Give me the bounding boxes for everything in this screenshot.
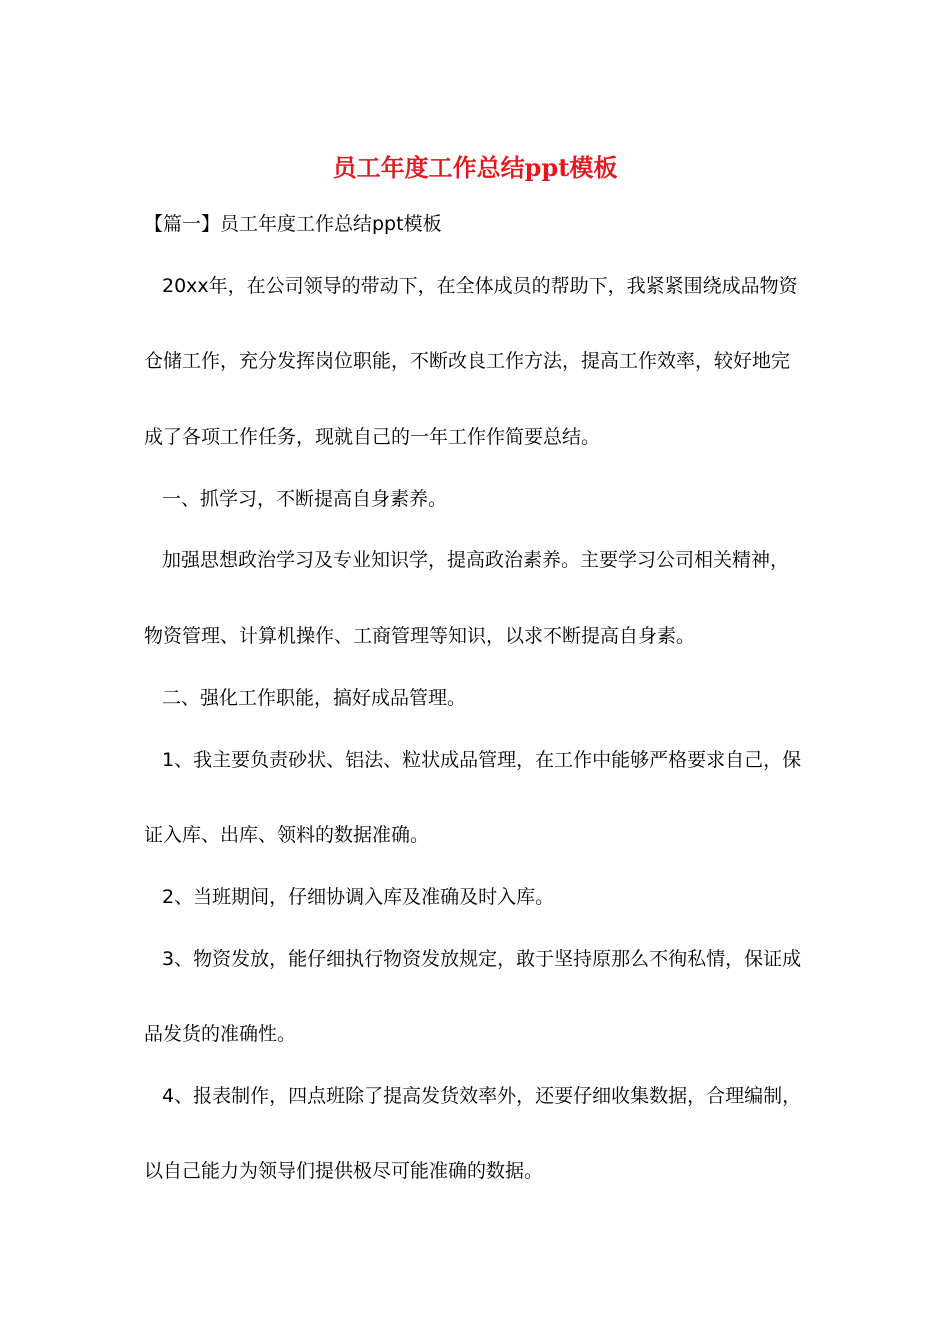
list-item-line: 品发货的准确性。 [144,1023,297,1045]
document-title: 员工年度工作总结ppt模板 [332,153,618,182]
section-heading: 【篇一】员工年度工作总结ppt模板 [144,213,442,235]
list-item-line: 以自己能力为领导们提供极尽可能准确的数据。 [144,1160,544,1182]
paragraph-line: 成了各项工作任务，现就自己的一年工作作简要总结。 [144,426,601,448]
subheading: 二、强化工作职能，搞好成品管理。 [162,687,467,709]
list-item-line: 3、物资发放，能仔细执行物资发放规定，敢于坚持原那么不徇私情，保证成 [162,948,802,970]
paragraph-line: 物资管理、计算机操作、工商管理等知识，以求不断提高自身素。 [144,625,696,647]
paragraph-line: 20xx年，在公司领导的带动下，在全体成员的帮助下，我紧紧围绕成品物资 [162,275,798,297]
subheading: 一、抓学习，不断提高自身素养。 [162,488,448,510]
list-item-line: 4、报表制作，四点班除了提高发货效率外，还要仔细收集数据，合理编制， [162,1085,802,1107]
paragraph-line: 仓储工作，充分发挥岗位职能，不断改良工作方法，提高工作效率，较好地完 [144,350,791,372]
list-item-line: 证入库、出库、领料的数据准确。 [144,824,430,846]
paragraph-line: 加强思想政治学习及专业知识学，提高政治素养。主要学习公司相关精神， [162,549,790,571]
list-item-line: 2、当班期间，仔细协调入库及准确及时入库。 [162,886,555,908]
list-item-line: 1、我主要负责砂状、铝法、粒状成品管理，在工作中能够严格要求自己，保 [162,749,802,771]
